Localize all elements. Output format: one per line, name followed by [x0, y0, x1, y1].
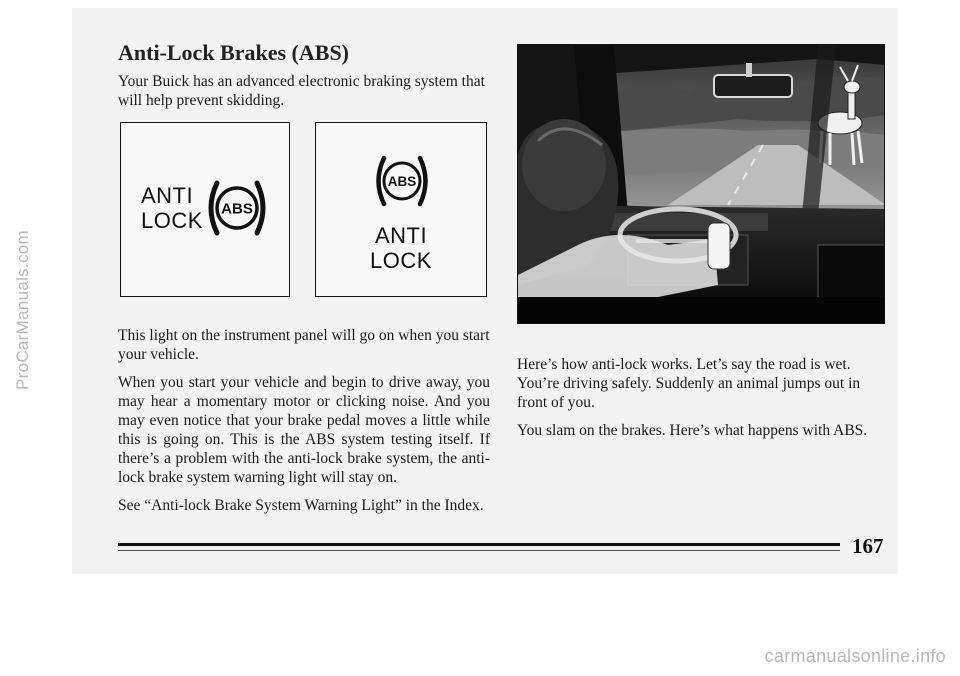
- bottom-watermark: carmanualsonline.info: [764, 646, 946, 666]
- paragraph-how-it-works: Here’s how anti-lock works. Let’s say the road is wet. You’re driving safely. Suddenly an animal jumps out in front of you.: [517, 356, 861, 411]
- indicator-label-line2: LOCK: [370, 248, 432, 273]
- paragraph-slam-brakes: You slam on the brakes. Here’s what happens with ABS.: [517, 422, 868, 439]
- footer-rule-thick: [118, 543, 840, 546]
- abs-warning-icon: [203, 177, 271, 239]
- abs-icon-text: ABS: [221, 200, 253, 218]
- abs-icon-text: ABS: [387, 174, 417, 189]
- abs-indicator-box-text-below: [315, 122, 487, 297]
- indicator-label: [141, 183, 203, 233]
- footer-rule-thin: [118, 550, 840, 551]
- abs-indicator-box-text-left: [120, 122, 290, 297]
- abs-warning-icon: [371, 153, 433, 209]
- page-number: 167: [852, 534, 884, 558]
- indicator-label-line2: LOCK: [141, 208, 203, 233]
- indicator-label-line1: ANTI: [141, 183, 194, 208]
- left-column-text: [118, 326, 490, 524]
- driver-windshield-deer-illustration: [518, 45, 885, 324]
- section-heading: Anti-Lock Brakes (ABS): [118, 40, 350, 65]
- paragraph-light-on: This light on the instrument panel will go on when you start your vehicle.: [118, 327, 490, 363]
- paragraph-system-test: When you start your vehicle and begin to drive away, you may hear a momentary motor or clicking noise. And you may even notice that your brake pedal moves a little while this is going on. This is the ABS system testing itself. If there’s a problem with the anti-lock brake system, the anti-lock brake system warning light will stay on.: [118, 374, 490, 486]
- indicator-label: [316, 223, 486, 273]
- driver-illustration: [517, 44, 885, 324]
- intro-paragraph: Your Buick has an advanced electronic braking system that will help prevent skidding.: [118, 73, 485, 109]
- indicator-label-line1: ANTI: [374, 223, 428, 248]
- paragraph-see-index: See “Anti-lock Brake System Warning Light” in the Index.: [118, 497, 484, 514]
- side-watermark: [8, 100, 38, 520]
- right-column-text: [517, 355, 889, 449]
- side-watermark-text: ProCarManuals.com: [13, 229, 33, 391]
